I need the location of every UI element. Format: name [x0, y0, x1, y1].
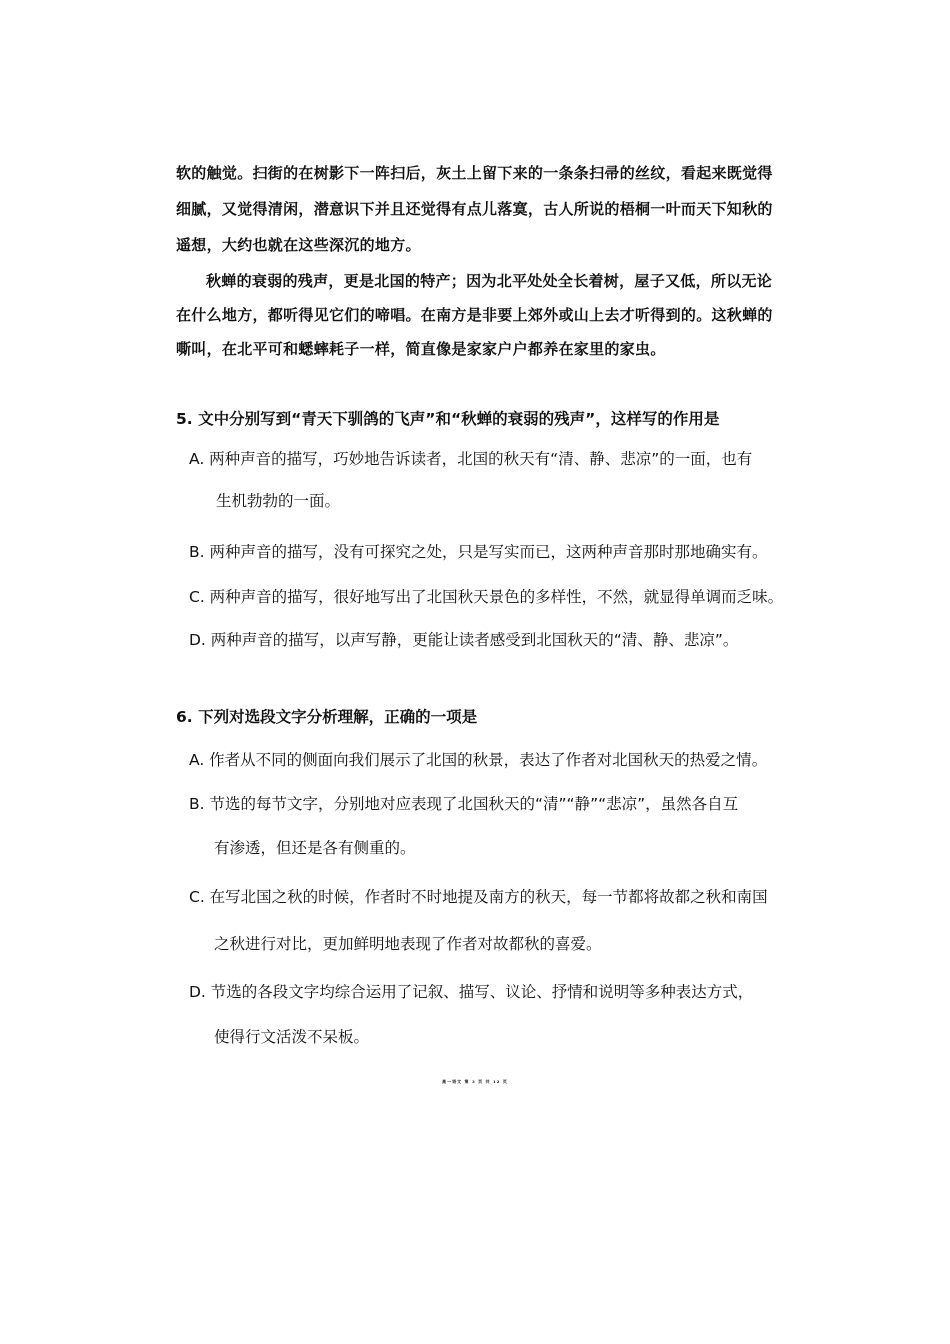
question-5-stem: 5. 文中分别写到“青天下驯鸽的飞声”和“秋蝉的衰弱的残声”，这样写的作用是 — [176, 410, 720, 428]
question-6-option-d-cont: 使得行文活泼不呆板。 — [214, 1028, 370, 1046]
question-6-option-c: C. 在写北国之秋的时候，作者时不时地提及南方的秋天，每一节都将故都之秋和南国 — [189, 888, 768, 906]
passage-line: 软的触觉。扫街的在树影下一阵扫后，灰土上留下来的一条条扫帚的丝纹，看起来既觉得 — [176, 164, 773, 182]
question-5-option-a-cont: 生机勃勃的一面。 — [216, 492, 341, 510]
question-6-stem: 6. 下列对选段文字分析理解，正确的一项是 — [176, 708, 478, 726]
question-6-option-d: D. 节选的各段文字均综合运用了记叙、描写、议论、抒情和说明等多种表达方式， — [189, 983, 754, 1001]
question-6-option-b-cont: 有渗透，但还是各有侧重的。 — [214, 839, 416, 857]
passage-line: 秋蝉的衰弱的残声，更是北国的特产；因为北平处处全长着树，屋子又低，所以无论 — [206, 272, 773, 290]
question-6-option-b: B. 节选的每节文字，分别地对应表现了北国秋天的“清”“静”“悲凉”，虽然各自互 — [189, 795, 739, 813]
question-6-option-c-cont: 之秋进行对比，更加鲜明地表现了作者对故都秋的喜爱。 — [214, 935, 602, 953]
question-5-option-d: D. 两种声音的描写，以声写静，更能让读者感受到北国秋天的“清、静、悲凉”。 — [189, 631, 739, 649]
passage-line: 遥想，大约也就在这些深沉的地方。 — [176, 236, 421, 254]
question-6-option-a: A. 作者从不同的侧面向我们展示了北国的秋景，表达了作者对北国秋天的热爱之情。 — [189, 751, 768, 769]
question-5-option-b: B. 两种声音的描写，没有可探究之处，只是写实而已，这两种声音那时那地确实有。 — [189, 543, 768, 561]
question-5-option-a: A. 两种声音的描写，巧妙地告诉读者，北国的秋天有“清、静、悲凉”的一面，也有 — [189, 450, 753, 468]
page-footer: 高一语文 第 3 页 共 12 页 — [442, 1079, 508, 1084]
passage-line: 在什么地方，都听得见它们的啼唱。在南方是非要上郊外或山上去才听得到的。这秋蝉的 — [176, 306, 773, 324]
passage-line: 细腻，又觉得清闲，潜意识下并且还觉得有点儿落寞，古人所说的梧桐一叶而天下知秋的 — [176, 200, 773, 218]
passage-line: 嘶叫，在北平可和蟋蟀耗子一样，简直像是家家户户都养在家里的家虫。 — [176, 340, 666, 358]
question-5-option-c: C. 两种声音的描写，很好地写出了北国秋天景色的多样性，不然，就显得单调而乏味。 — [189, 588, 784, 606]
